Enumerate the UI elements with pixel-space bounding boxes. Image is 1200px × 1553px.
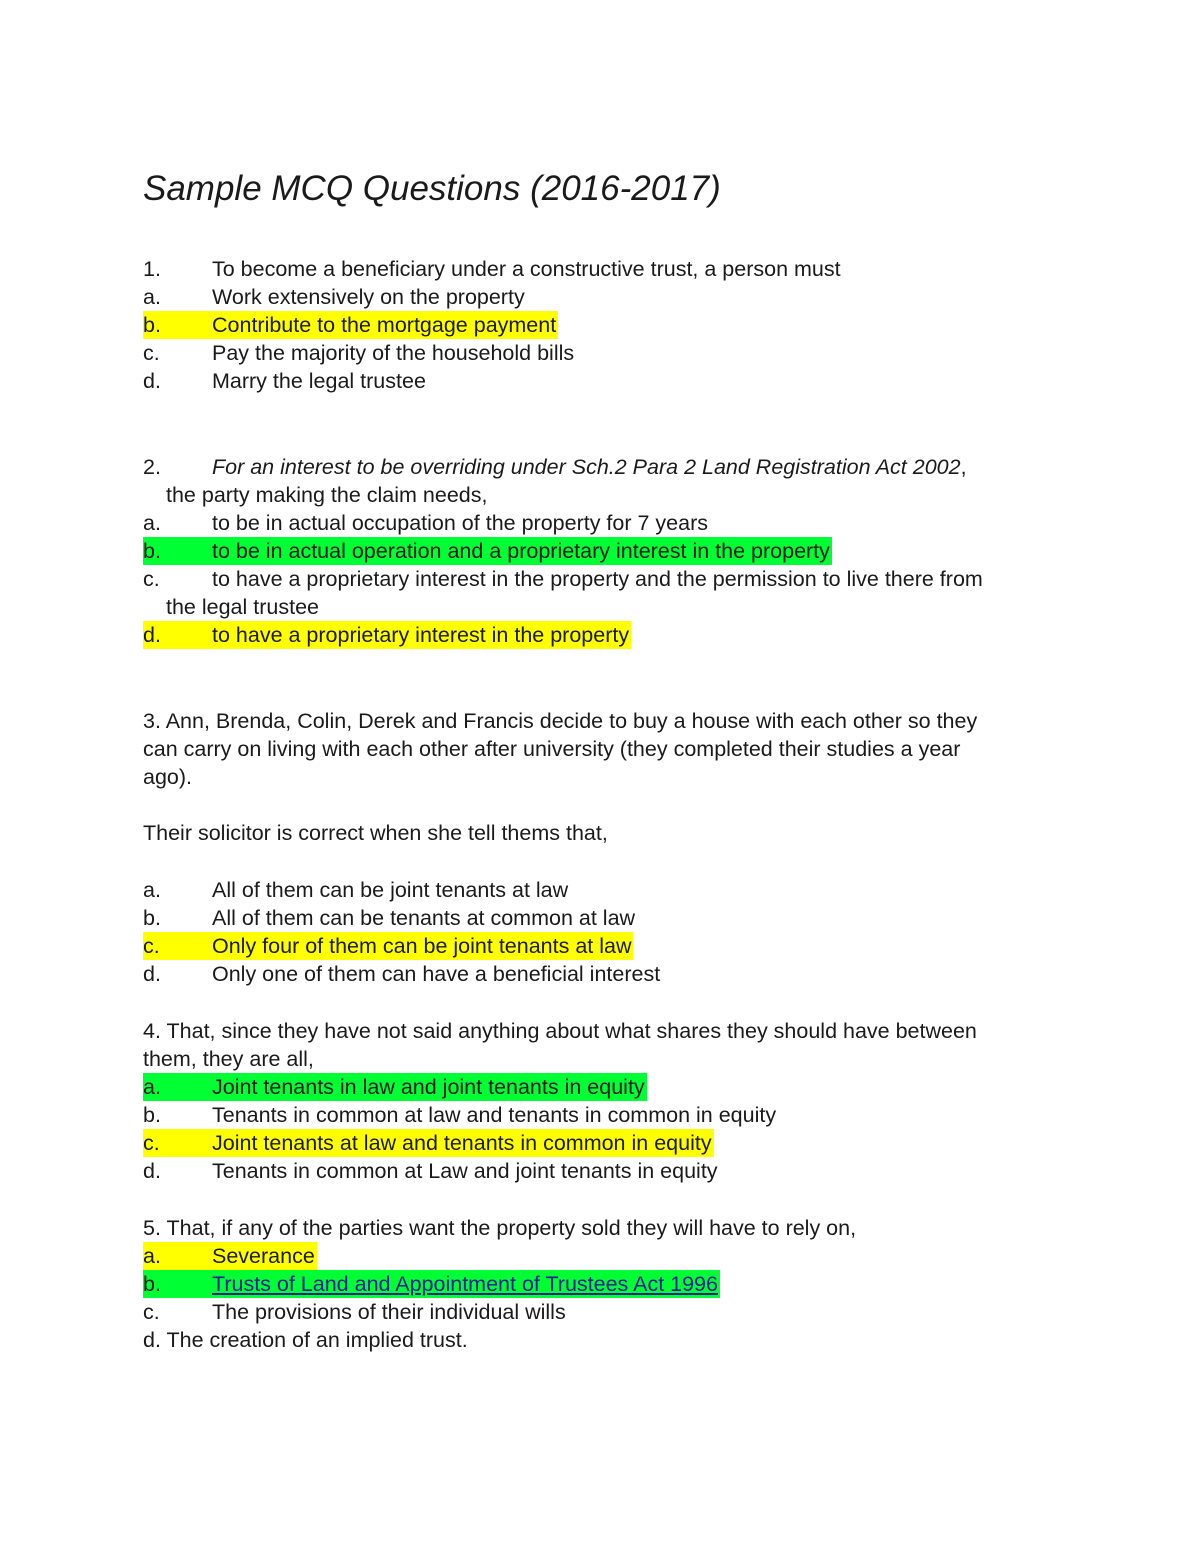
question-text-italic: For an interest to be overriding under Sch.2 Para 2 Land Registration Act 2002 [212, 455, 961, 479]
option-label: c. [143, 1131, 160, 1155]
question-3-line-3: ago). [143, 765, 193, 789]
q4-option-c [143, 1129, 714, 1157]
option-text: Joint tenants in law and joint tenants in equity [212, 1075, 645, 1099]
option-text: Tenants in common at Law and joint tenants in equity [212, 1159, 718, 1183]
q4-option-d [143, 1157, 718, 1185]
option-label: a. [143, 1075, 161, 1099]
option-text: Severance [212, 1244, 315, 1268]
question-4-line-1: 4. That, since they have not said anything about what shares they should have between [143, 1019, 977, 1043]
option-label: c. [143, 567, 160, 591]
option-text: Only four of them can be joint tenants at law [212, 934, 632, 958]
option-label: a. [143, 878, 161, 902]
q2-option-a [143, 509, 708, 537]
option-label: d. [143, 369, 161, 393]
option-label: d. [143, 962, 161, 986]
option-label: b. [143, 1103, 161, 1127]
q1-option-a [143, 283, 525, 311]
green-highlight [143, 1270, 720, 1298]
green-highlight [143, 1073, 647, 1101]
option-text: to be in actual occupation of the property for 7 years [212, 511, 708, 535]
option-text: The provisions of their individual wills [212, 1300, 566, 1324]
option-text: Pay the majority of the household bills [212, 341, 575, 365]
question-text-comma: , [960, 455, 967, 479]
option-text: Contribute to the mortgage payment [212, 313, 557, 337]
option-label: a. [143, 1244, 161, 1268]
option-label: b. [143, 539, 161, 563]
option-text: Tenants in common at law and tenants in common in equity [212, 1103, 777, 1127]
question-number: 1. [143, 257, 161, 281]
option-label: c. [143, 934, 160, 958]
option-text: All of them can be tenants at common at law [212, 906, 636, 930]
act-link[interactable]: Trusts of Land and Appointment of Trustees Act 1996 [212, 1272, 718, 1296]
q5-option-d: d. The creation of an implied trust. [143, 1328, 468, 1352]
q2-option-b [143, 537, 832, 565]
q5-option-c [143, 1298, 566, 1326]
option-label: a. [143, 511, 161, 535]
option-text: Only one of them can have a beneficial interest [212, 962, 661, 986]
option-label: b. [143, 906, 161, 930]
q4-option-a [143, 1073, 647, 1101]
q3-option-c [143, 932, 633, 960]
green-highlight [143, 537, 832, 565]
q5-option-b [143, 1270, 720, 1298]
option-text: Marry the legal trustee [212, 369, 426, 393]
question-2 [143, 453, 967, 481]
document-title: Sample MCQ Questions (2016-2017) [143, 169, 721, 208]
q1-option-b [143, 311, 558, 339]
option-label: a. [143, 285, 161, 309]
question-number: 2. [143, 455, 161, 479]
q2-option-c-continuation: the legal trustee [166, 595, 319, 619]
yellow-highlight [143, 932, 633, 960]
option-label: c. [143, 1300, 160, 1324]
question-2-continuation: the party making the claim needs, [166, 483, 488, 507]
option-label: b. [143, 1272, 161, 1296]
option-text: to have a proprietary interest in the property and the permission to live there from [212, 567, 983, 591]
option-text: Work extensively on the property [212, 285, 525, 309]
option-label: b. [143, 313, 161, 337]
q3-option-a [143, 876, 568, 904]
yellow-highlight [143, 621, 631, 649]
q2-option-d [143, 621, 631, 649]
option-text: to have a proprietary interest in the property [212, 623, 630, 647]
question-5-line-1: 5. That, if any of the parties want the property sold they will have to rely on, [143, 1216, 857, 1240]
q1-option-d [143, 367, 426, 395]
option-text: All of them can be joint tenants at law [212, 878, 569, 902]
q3-option-d [143, 960, 660, 988]
yellow-highlight [143, 1242, 317, 1270]
question-text: To become a beneficiary under a constructive trust, a person must [212, 257, 841, 281]
question-1 [143, 255, 841, 283]
yellow-highlight [143, 1129, 714, 1157]
option-text: Joint tenants at law and tenants in common in equity [212, 1131, 712, 1155]
question-3-prompt: Their solicitor is correct when she tell thems that, [143, 821, 608, 845]
q1-option-c [143, 339, 574, 367]
q2-option-c [143, 565, 983, 593]
question-4-line-2: them, they are all, [143, 1047, 314, 1071]
q4-option-b [143, 1101, 776, 1129]
option-label: d. [143, 623, 161, 647]
yellow-highlight [143, 311, 558, 339]
q3-option-b [143, 904, 635, 932]
option-text: to be in actual operation and a proprietary interest in the property [212, 539, 830, 563]
question-3-line-2: can carry on living with each other after university (they completed their studies a year [143, 737, 961, 761]
q5-option-a [143, 1242, 317, 1270]
option-label: c. [143, 341, 160, 365]
question-3-line-1: 3. Ann, Brenda, Colin, Derek and Francis decide to buy a house with each other so they [143, 709, 978, 733]
option-label: d. [143, 1159, 161, 1183]
